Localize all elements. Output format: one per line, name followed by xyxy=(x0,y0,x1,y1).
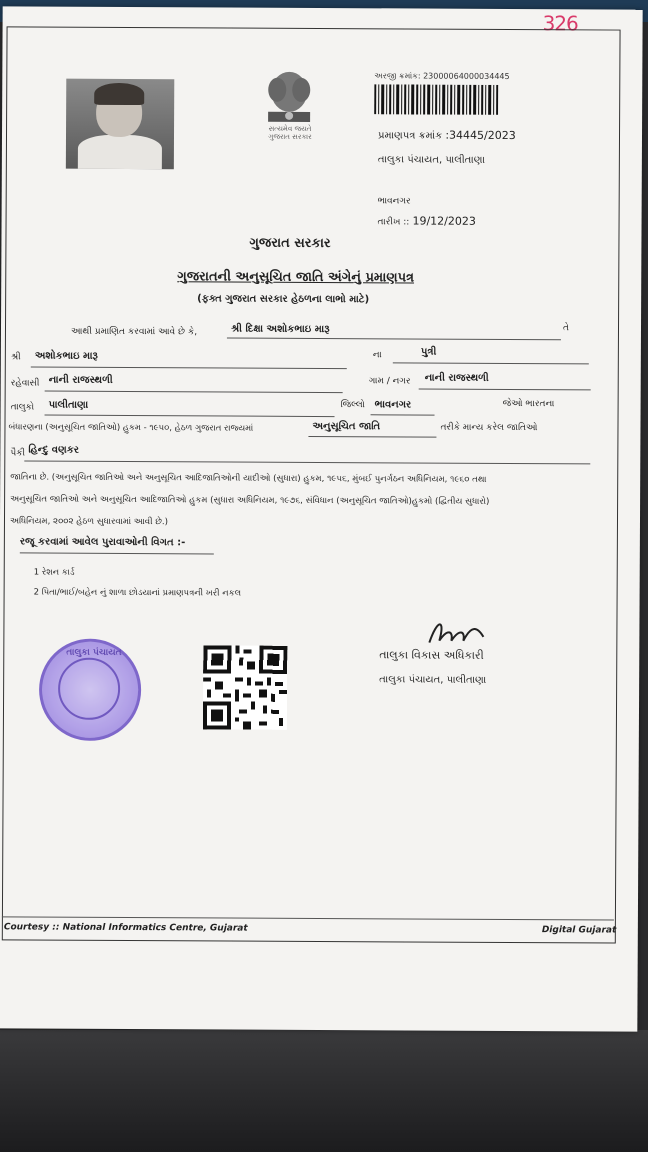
father-name: અશોકભાઇ મારૂ xyxy=(34,350,98,362)
intro-text: આથી પ્રમાણિત કરવામાં આવે છે કે, xyxy=(70,326,198,338)
signature-mark xyxy=(425,617,489,651)
government-title: ગુજરાત સરકાર xyxy=(249,235,331,252)
residence-label: રહેવાસી xyxy=(10,378,40,389)
te-text: તે xyxy=(562,323,569,334)
certificate-title: ગુજરાતની અનુસૂચિત જાતિ અંગેનું પ્રમાણપત્ર xyxy=(177,269,415,286)
footer-brand: Digital Gujarat xyxy=(541,925,617,936)
signatory-office: તાલુકા પંચાયત, પાલીતાણા xyxy=(379,674,487,686)
issuing-district: ભાવનગર xyxy=(377,196,411,207)
line5-suffix: તરીકે માન્ય કરેલ જાતિઓ xyxy=(440,422,538,434)
document-item: 2 પિતા/ભાઈ/બહેન નું શાળા છોડયાનાં પ્રમાણપત્રની ખરી નકલ xyxy=(33,587,242,599)
legal-paragraph: જાતિના છે. (અનુસૂચિત જાતિઓ અને અનુસૂચિત આદિજાતિઓની યાદીઓ (સુધારા) હુકમ, ૧૯૫૬, મુંબઈ પુનર્ગઠન અધિનિયમ, ૧૯૬૦ તથા અનુસૂચિત જાતિઓ અને અનુસૂચિત આદિજાતિઓ હુકમ (સુધારા અધિનિયમ, ૧૯૭૬, સંવિધાન (અનુસૂચિત જાતિઓ)હુકમો (દ્વિતીય સુધારો) અધિનિયમ, ૨૦૦૨ હેઠળ સુધારવામાં આવી છે.) xyxy=(9,472,490,528)
qr-code xyxy=(203,645,287,729)
background-surface xyxy=(0,1030,648,1152)
na-text: ના xyxy=(372,350,382,361)
emblem-caption: સત્યમેવ જયતે ગુજરાત સરકાર xyxy=(268,124,312,141)
national-emblem-icon xyxy=(258,66,320,126)
issue-date: તારીખ :: 19/12/2023 xyxy=(377,214,476,228)
application-number: અરજી ક્રમાંક: 23000064000034445 xyxy=(374,71,510,81)
document-item: 1 રેશન કાર્ડ xyxy=(33,567,75,578)
residence-value: નાની રાજસ્થળી xyxy=(48,374,113,386)
shri-label: શ્રી xyxy=(10,352,21,363)
applicant-photo xyxy=(66,79,174,170)
line4-suffix: જેઓ ભારતના xyxy=(502,398,555,410)
signatory-designation: તાલુકા વિકાસ અધિકારી xyxy=(379,648,484,662)
documents-list xyxy=(34,563,242,604)
page-number: 326 xyxy=(542,11,578,36)
village-label: ગામ / નગર xyxy=(368,376,411,387)
certificate-page xyxy=(0,6,643,1031)
caste-prefix: પૈકી xyxy=(10,448,26,459)
issuing-office: તાલુકા પંચાયત, પાલીતાણા xyxy=(377,154,485,166)
category-value: અનુસૂચિત જાતિ xyxy=(312,420,381,433)
district-value: ભાવનગર xyxy=(374,399,412,411)
caste-value: હિન્દુ વણકર xyxy=(28,444,80,456)
village-value: નાની રાજસ્થળી xyxy=(424,372,489,384)
certificate-number: પ્રમાણપત્ર ક્રમાંક :34445/2023 xyxy=(377,128,516,143)
taluka-label: તાલુકો xyxy=(10,402,35,413)
constitution-order-text: બંધારણના (અનુસૂચિત જાતિઓ) હુકમ - ૧૯૫૦, હેઠળ ગુજરાત રાજ્યમાં xyxy=(8,422,254,434)
district-label: જિલ્લો xyxy=(340,400,365,411)
taluka-value: પાલીતાણા xyxy=(48,399,89,411)
relation: પુત્રી xyxy=(420,346,437,358)
certificate-subtitle: (ફક્ત ગુજરાત સરકાર હેઠળના લાભો માટે) xyxy=(197,293,370,306)
documents-heading: રજૂ કરવામાં આવેલ પુરાવાઓની વિગત :- xyxy=(19,536,186,549)
office-seal-stamp: તાલુકા પંચાયત xyxy=(39,639,142,742)
footer-courtesy: Courtesy :: National Informatics Centre, Gujarat xyxy=(3,922,248,934)
applicant-name: શ્રી દિક્ષા અશોકભાઇ મારૂ xyxy=(230,323,330,336)
barcode xyxy=(374,84,498,115)
